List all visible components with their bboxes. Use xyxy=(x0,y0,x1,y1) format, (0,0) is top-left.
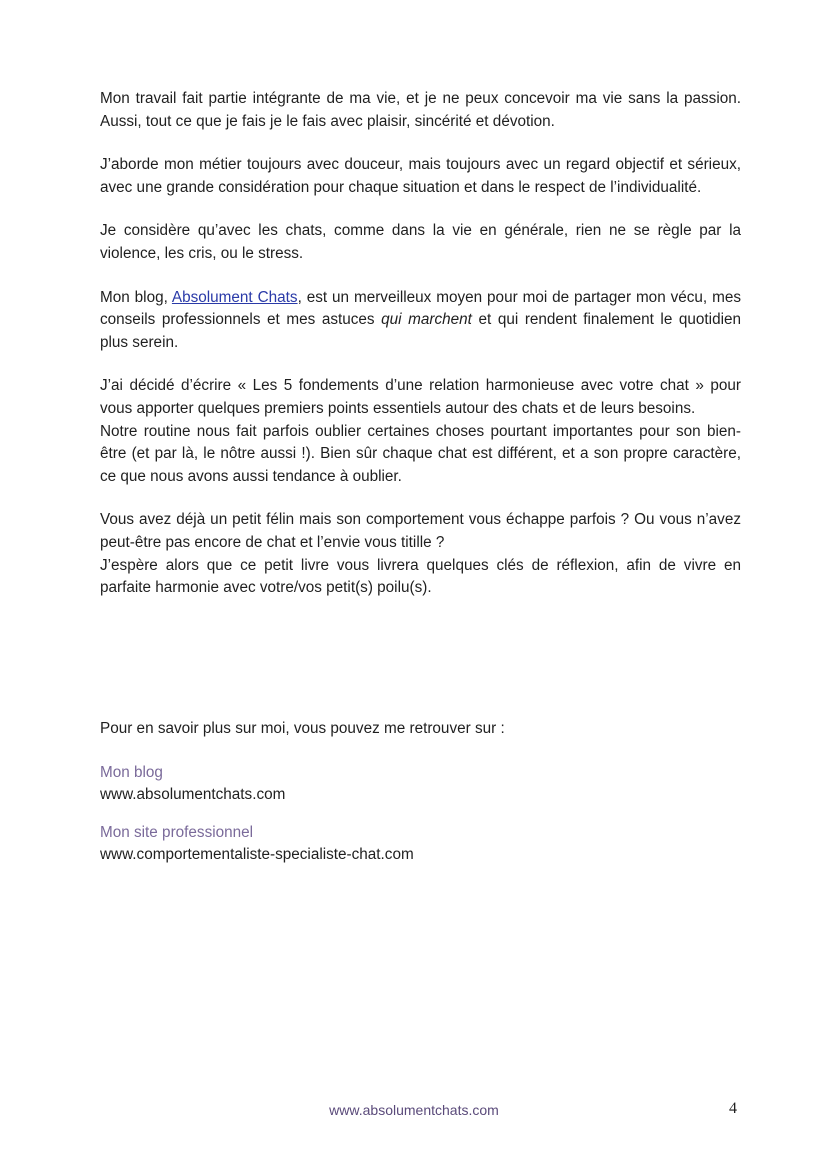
blog-intro-text: Mon blog, xyxy=(100,288,172,306)
paragraph-question: Vous avez déjà un petit félin mais son comportement vous échappe parfois ? Ou vous n’avez peut-être pas encore de chat et l’envie vous titille ? xyxy=(100,511,741,551)
paragraph-work-passion: Mon travail fait partie intégrante de ma vie, et je ne peux concevoir ma vie sans la passion. Aussi, tout ce que je fais je le fais avec plaisir, sincérité et dévotion. xyxy=(100,90,741,130)
contact-blog xyxy=(100,762,741,807)
paragraph-book-purpose: J’ai décidé d’écrire « Les 5 fondements d’une relation harmonieuse avec votre chat » pour vous apporter quelques premiers points essentiels autour des chats et de leurs besoins. xyxy=(100,377,741,417)
contact-section xyxy=(100,718,741,867)
paragraph-hope: J’espère alors que ce petit livre vous livrera quelques clés de réflexion, afin de vivre en parfaite harmonie avec votre/vos petit(s) poilu(s). xyxy=(100,556,741,597)
emphasis-qui-marchent: qui marchent xyxy=(381,311,472,329)
contact-pro-site xyxy=(100,822,741,867)
blog-label: Mon blog xyxy=(100,763,163,781)
pro-site-label: Mon site professionnel xyxy=(100,823,254,841)
pro-site-url[interactable]: www.comportementaliste-specialiste-chat.com xyxy=(100,846,414,864)
paragraph-no-violence: Je considère qu’avec les chats, comme dans la vie en générale, rien ne se règle par la violence, les cris, ou le stress. xyxy=(100,222,741,262)
blog-link[interactable]: Absolument Chats xyxy=(171,288,298,306)
paragraph-blog xyxy=(100,287,741,355)
paragraph-routine: Notre routine nous fait parfois oublier certaines choses pourtant importantes pour son bien-être (et par là, le nôtre aussi !). Bien sûr chaque chat est différent, et a son propre caractère, ce que nous avons aussi tendance à oublier. xyxy=(100,422,741,485)
blog-url[interactable]: www.absolumentchats.com xyxy=(100,786,286,804)
blog-end-text: et qui rendent finalement le quotidien plus serein. xyxy=(100,311,741,351)
paragraph-approach: J’aborde mon métier toujours avec douceur, mais toujours avec un regard objectif et sérieux, avec une grande considération pour chaque situation et dans le respect de l’individualité. xyxy=(100,156,741,196)
page-number: 4 xyxy=(729,1100,737,1117)
body-text xyxy=(100,88,741,621)
blog-middle-text: , est un merveilleux moyen pour moi de partager mon vécu, mes conseils professionnels et mes astuces xyxy=(100,288,741,329)
footer-url: www.absolumentchats.com xyxy=(329,1102,499,1118)
contact-intro: Pour en savoir plus sur moi, vous pouvez me retrouver sur : xyxy=(100,720,505,737)
